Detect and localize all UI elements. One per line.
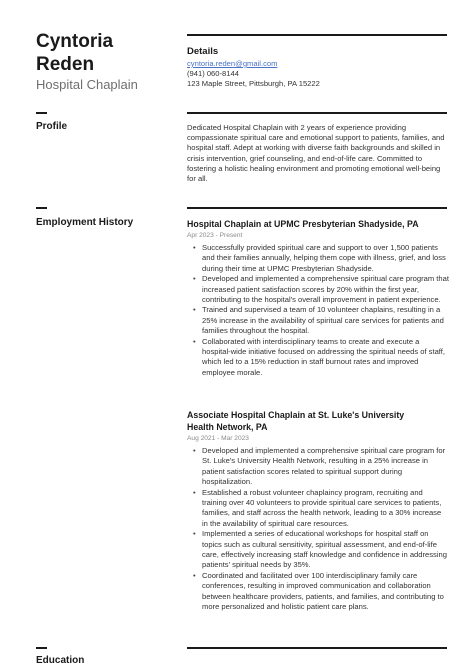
phone-number: (941) 060-8144 [187, 69, 239, 79]
profile-marker [36, 112, 47, 114]
job-entry [187, 219, 449, 378]
profile-divider [187, 112, 447, 114]
job-bullet: • Collaborated with interdisciplinary teams to create and execute a hospital-wide initiative focused on addressing the spiritual needs of staff, which led to a 15% reduction in staff burnout rates and improved employee morale. [202, 337, 449, 379]
job-bullet: • Established a robust volunteer chaplaincy program, recruiting and training over 40 volunteers to provide spiritual care services to patients, families, and staff across the health network, leading to a 30% increase in the availability of spiritual care resources. [202, 488, 449, 530]
job-title: Hospital Chaplain [36, 77, 138, 92]
job-bullet: • Developed and implemented a comprehensive spiritual care program for St. Luke's University Health Network, resulting in a 25% increase in patient satisfaction scores related to spiritual support during hospitalization. [202, 446, 449, 488]
job-bullet: • Implemented a series of educational workshops for hospital staff on topics such as cultural sensitivity, spiritual assessment, and end-of-life care, effectively increasing staff knowledge and confidence in addressing patients' spiritual needs by 35%. [202, 529, 449, 571]
job-bullet: • Successfully provided spiritual care and support to over 1,500 patients and their families annually, helping them cope with illness, grief, and loss during their time at UPMC Presbyterian Shadyside. [202, 243, 449, 274]
job-bullet: • Trained and supervised a team of 10 volunteer chaplains, resulting in a 25% increase in the availability of spiritual care services for patients and families throughout the hospital. [202, 305, 449, 336]
employment-heading: Employment History [36, 217, 134, 228]
employment-divider [187, 207, 447, 209]
job-bullets [187, 243, 449, 378]
job-dates: Aug 2021 - Mar 2023 [187, 435, 249, 442]
details-heading: Details [187, 46, 219, 57]
profile-summary: Dedicated Hospital Chaplain with 2 years of experience providing compassionate spiritual care and emotional support to patients, families, and hospital staff. Adept at working with diverse faith backgrounds and skilled in crisis intervention, grief counseling, and end-of-life care. Committed to fostering a holistic healing environment and promoting emotional well-being for all. [187, 123, 445, 184]
details-divider [187, 34, 447, 36]
job-bullets [187, 446, 449, 613]
first-name: Cyntoria [36, 31, 114, 52]
education-heading: Education [36, 655, 85, 666]
profile-heading: Profile [36, 121, 68, 132]
job-entry [187, 409, 449, 613]
job-bullet: • Developed and implemented a comprehensive spiritual care program that increased patient satisfaction scores by 20% within the first year, contributing to the hospital's overall improvement in patient experience. [202, 274, 449, 305]
education-marker [36, 647, 47, 649]
job-title-heading: Associate Hospital Chaplain at St. Luke's University Health Network, PA [187, 410, 405, 432]
contact-block [187, 59, 447, 90]
job-dates: Apr 2023 - Present [187, 232, 243, 239]
last-name: Reden [36, 54, 95, 75]
employment-marker [36, 207, 47, 209]
address: 123 Maple Street, Pittsburgh, PA 15222 [187, 79, 320, 89]
job-title-heading: Hospital Chaplain at UPMC Presbyterian Shadyside, PA [187, 219, 419, 229]
candidate-name [36, 30, 176, 76]
job-bullet: • Coordinated and facilitated over 100 interdisciplinary family care conferences, resulting in improved communication and collaboration between healthcare providers, patients, and families, and contributing to more personalized and holistic patient care plans. [202, 571, 449, 613]
education-divider [187, 647, 447, 649]
email-link[interactable]: cyntoria.reden@gmail.com [187, 59, 278, 68]
